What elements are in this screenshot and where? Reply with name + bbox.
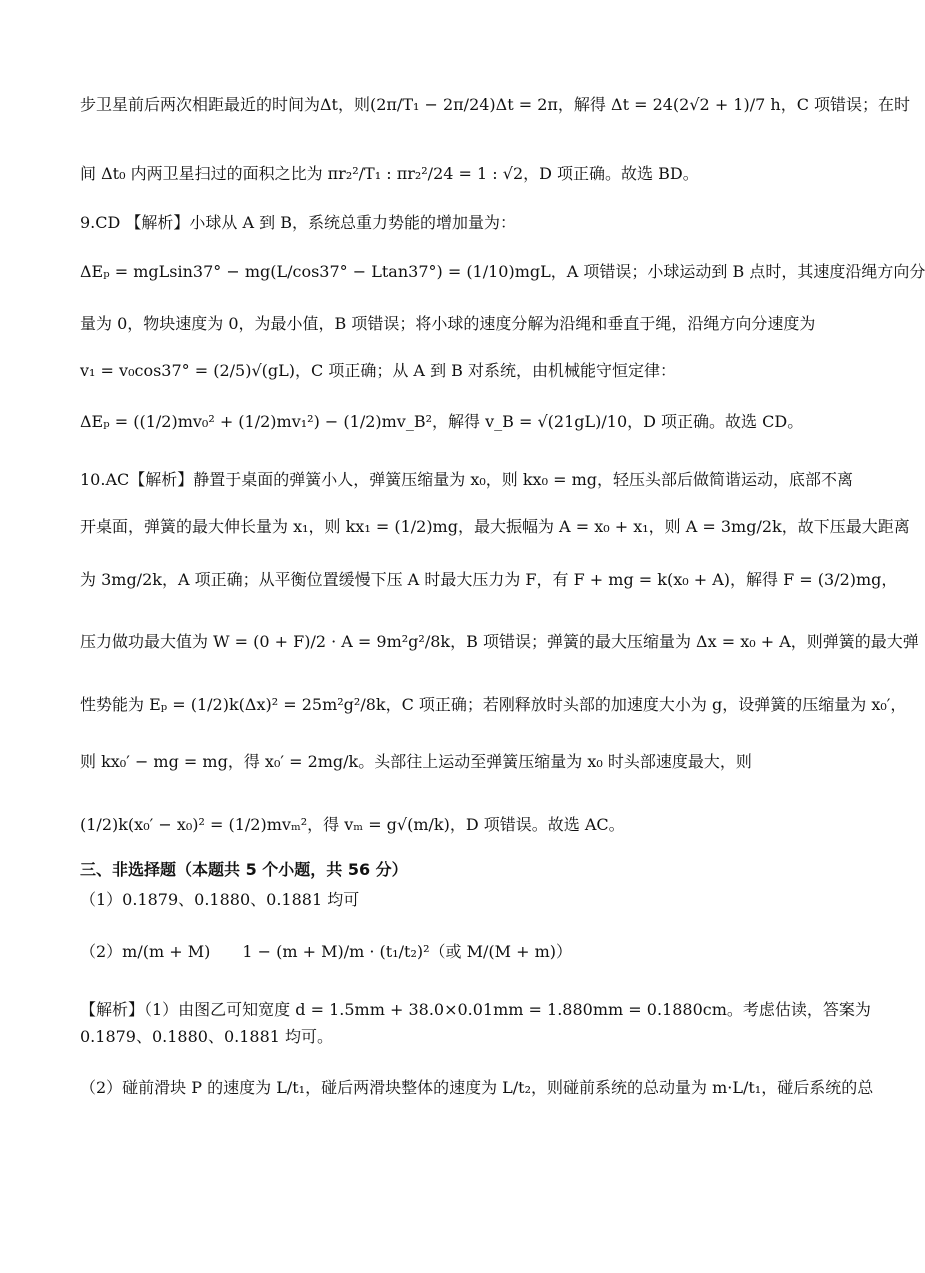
analysis-line-1: 【解析】（1）由图乙可知宽度 d = 1.5mm + 38.0×0.01mm = 1.880mm = 0.1880cm。考虑估读，答案为 [80,1000,871,1019]
section-heading: 三、非选择题（本题共 5 个小题，共 56 分） [80,860,408,879]
answer-line-1: （1）0.1879、0.1880、0.1881 均可 [80,890,360,909]
text-line-4: ΔEₚ = mgLsin37° − mg(L/cos37° − Ltan37°) = (1/10)mgL，A 项错误；小球运动到 B 点时，其速度沿绳方向分 [80,262,925,281]
text-line-12: 性势能为 Eₚ = (1/2)k(Δx)² = 25m²g²/8k，C 项正确；若刚释放时头部的加速度大小为 g，设弹簧的压缩量为 x₀′， [80,695,907,714]
answer-line-2: （2）m/(m + M) 1 − (m + M)/m · (t₁/t₂)²（或 M/(M + m)） [80,942,573,961]
analysis-line-2: 0.1879、0.1880、0.1881 均可。 [80,1027,334,1046]
text-line-2: 间 Δt₀ 内两卫星扫过的面积之比为 πr₂²/T₁ : πr₂²/24 = 1 : √2，D 项正确。故选 BD。 [80,164,699,183]
analysis-line-3: （2）碰前滑块 P 的速度为 L/t₁，碰后两滑块整体的速度为 L/t₂，则碰前系统的总动量为 m·L/t₁，碰后系统的总 [80,1078,874,1097]
text-line-5: 量为 0，物块速度为 0，为最小值，B 项错误；将小球的速度分解为沿绳和垂直于绳，沿绳方向分速度为 [80,314,816,333]
text-line-7: ΔEₚ = ((1/2)mv₀² + (1/2)mv₁²) − (1/2)mv_B²，解得 v_B = √(21gL)/10，D 项正确。故选 CD。 [80,412,804,431]
text-line-11: 压力做功最大值为 W = (0 + F)/2 · A = 9m²g²/8k，B 项错误；弹簧的最大压缩量为 Δx = x₀ + A，则弹簧的最大弹 [80,632,919,651]
text-line-3: 9.CD 【解析】小球从 A 到 B，系统总重力势能的增加量为： [80,213,516,232]
text-line-1: 步卫星前后两次相距最近的时间为Δt，则(2π/T₁ − 2π/24)Δt = 2π，解得 Δt = 24(2√2 + 1)/7 h，C 项错误；在时 [80,95,911,114]
text-line-8: 10.AC【解析】静置于桌面的弹簧小人，弹簧压缩量为 x₀，则 kx₀ = mg，轻压头部后做简谐运动，底部不离 [80,470,853,489]
text-line-10: 为 3mg/2k，A 项正确；从平衡位置缓慢下压 A 时最大压力为 F，有 F + mg = k(x₀ + A)，解得 F = (3/2)mg， [80,570,898,589]
text-line-6: v₁ = v₀cos37° = (2/5)√(gL)，C 项正确；从 A 到 B 对系统，由机械能守恒定律： [80,361,676,380]
text-line-14: (1/2)k(x₀′ − x₀)² = (1/2)mvₘ²，得 vₘ = g√(m/k)，D 项错误。故选 AC。 [80,815,625,834]
text-line-13: 则 kx₀′ − mg = mg，得 x₀′ = 2mg/k。头部往上运动至弹簧压缩量为 x₀ 时头部速度最大，则 [80,752,752,771]
text-line-9: 开桌面，弹簧的最大伸长量为 x₁，则 kx₁ = (1/2)mg，最大振幅为 A = x₀ + x₁，则 A = 3mg/2k，故下压最大距离 [80,517,910,536]
